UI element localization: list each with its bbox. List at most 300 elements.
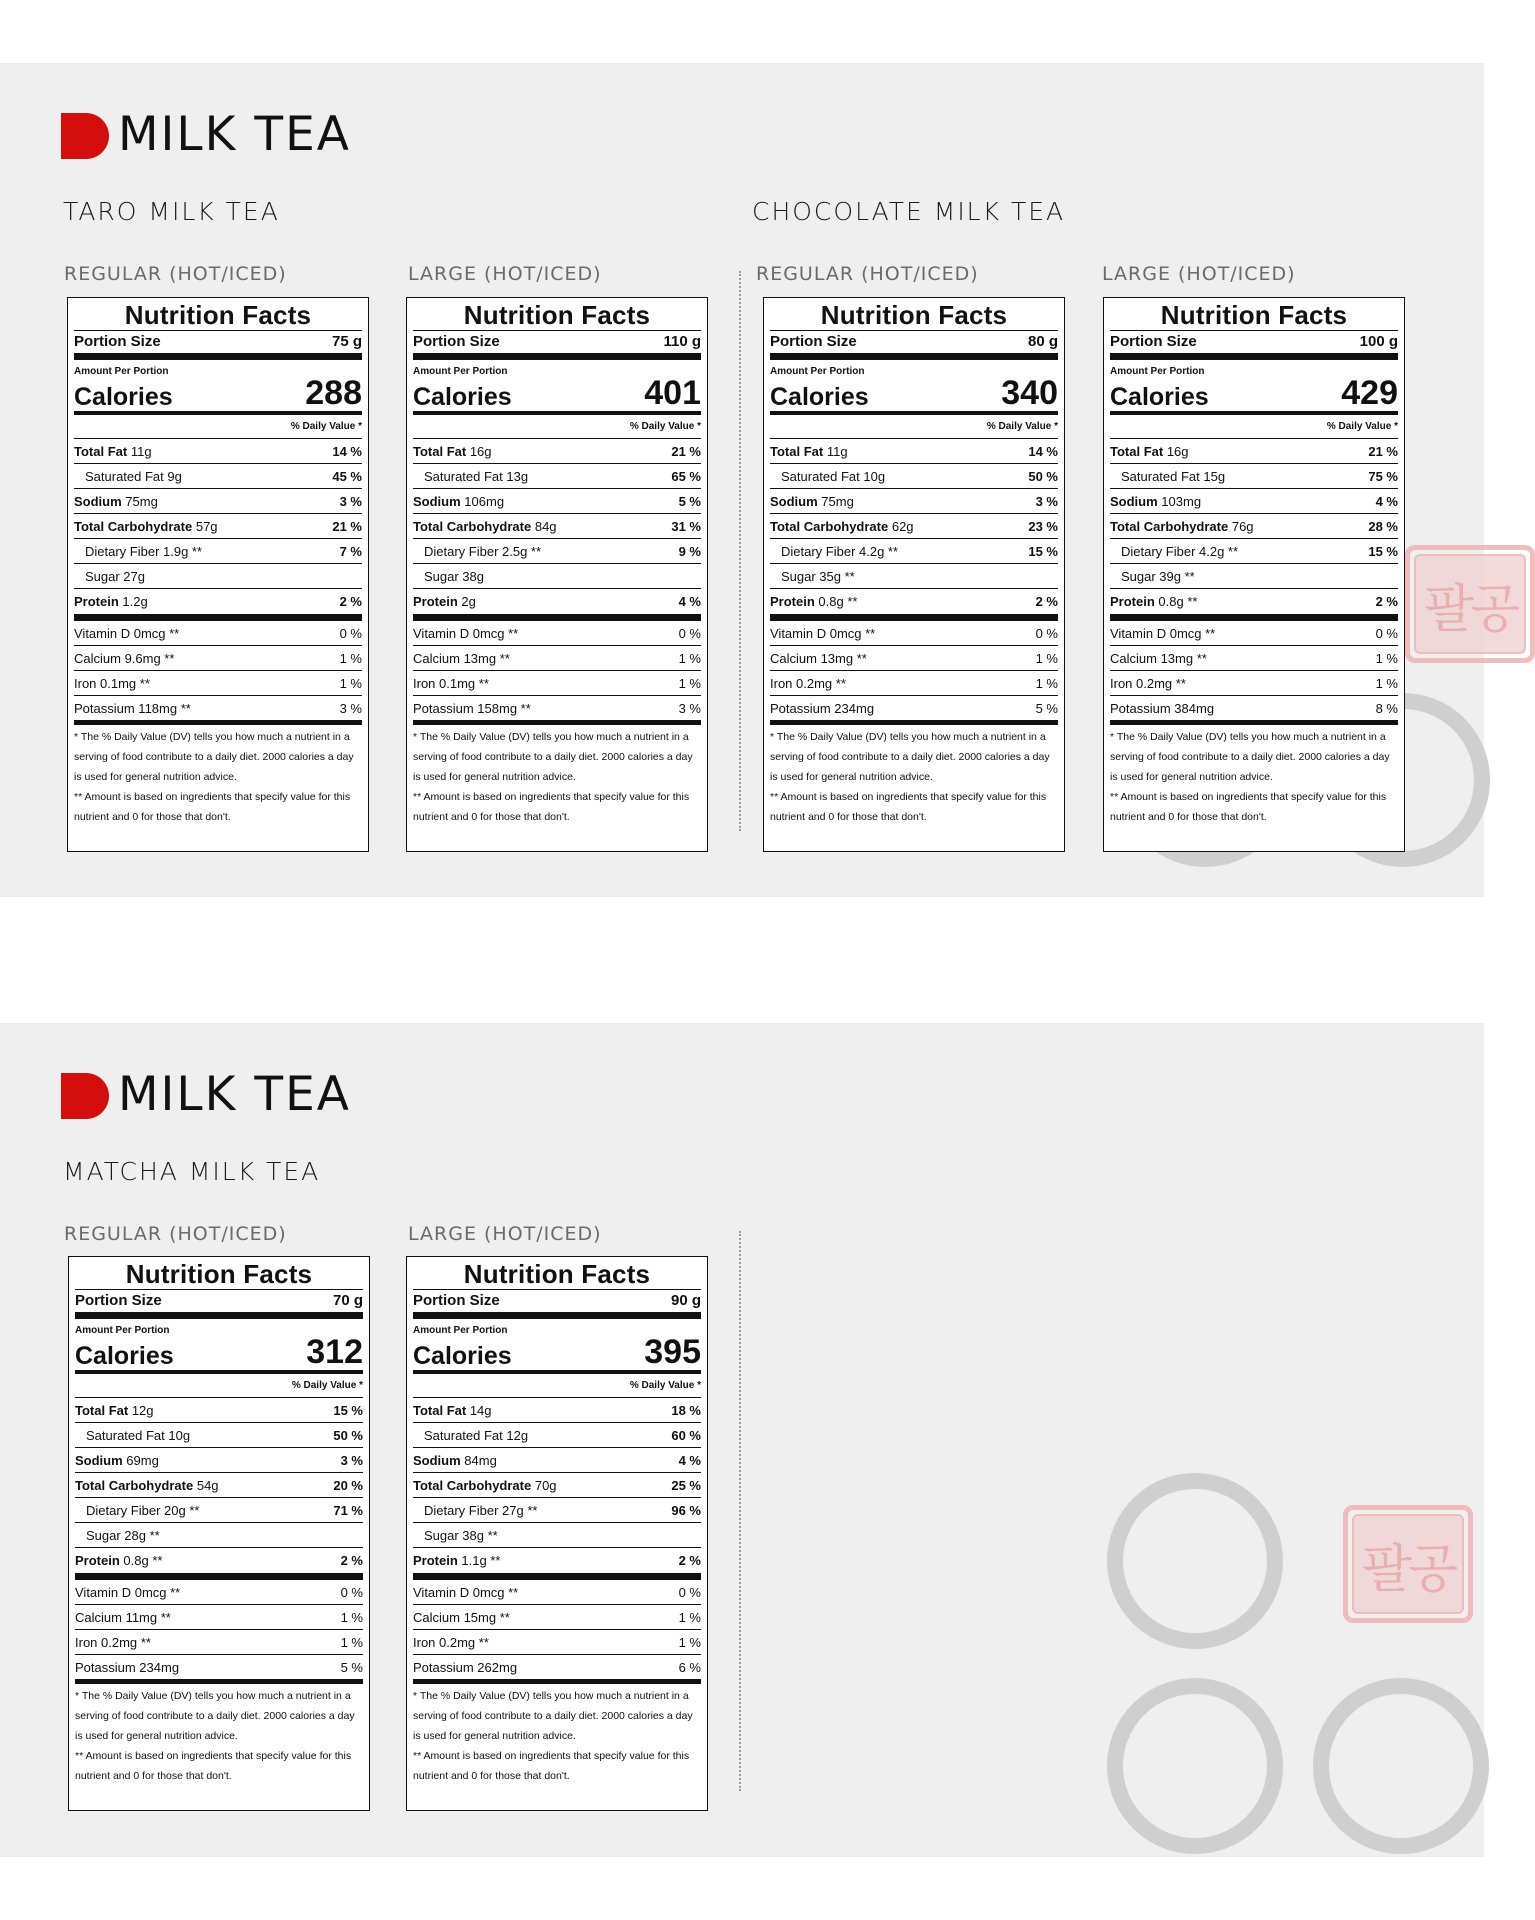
nutrient-name: Protein [1110, 594, 1155, 609]
nutrient-row [75, 1498, 363, 1523]
nutrient-daily-value: 4 % [678, 1452, 701, 1468]
size-label: REGULAR (HOT/ICED) [64, 1223, 287, 1245]
calories-row [413, 1333, 701, 1371]
nutrient-amount: 75mg [821, 493, 854, 509]
footnote-amount: ** Amount is based on ingredients that specify value for this nutrient and 0 for those that don't. [74, 791, 351, 823]
nutrient-daily-value: 25 % [671, 1477, 701, 1493]
nutrient-name-cell [1110, 544, 1238, 559]
nutrient-row [74, 589, 362, 614]
vitamin-name: Vitamin D 0mcg ** [75, 1584, 181, 1600]
rule [413, 614, 701, 621]
vitamin-daily-value: 1 % [1035, 675, 1058, 691]
nutrient-name: Total Fat [1110, 443, 1164, 459]
nutrient-name-cell [770, 519, 914, 534]
nutrient-name-cell [413, 1428, 528, 1443]
nutrient-name-cell [413, 1503, 537, 1518]
vitamin-name: Potassium 384mg [1110, 700, 1215, 716]
nutrient-daily-value: 31 % [671, 518, 701, 534]
nutrient-row [770, 564, 1058, 589]
calories-label: Calories [74, 383, 173, 411]
nutrient-daily-value: 3 % [340, 1452, 363, 1468]
nutrient-row [413, 1423, 701, 1448]
vitamin-row [1110, 646, 1398, 671]
rule [75, 1573, 363, 1580]
nutrient-name: Saturated Fat 9g [85, 468, 182, 484]
vitamin-row [74, 671, 362, 696]
nutrient-row [1110, 489, 1398, 514]
vitamin-row [413, 621, 701, 646]
nutrient-name-cell [74, 569, 145, 584]
vitamin-row [413, 696, 701, 721]
vitamin-name: Calcium 9.6mg ** [74, 650, 175, 666]
vitamin-row [1110, 671, 1398, 696]
portion-size-label: Portion Size [413, 333, 500, 350]
footnote-dv: * The % Daily Value (DV) tells you how much a nutrient in a serving of food contribute to a daily diet. 2000 calories a day is used for general nutrition advice. [413, 1690, 693, 1742]
nutrient-daily-value: 15 % [1368, 543, 1398, 559]
nutrient-daily-value: 23 % [1028, 518, 1058, 534]
nutrition-facts-label [1103, 297, 1405, 852]
vitamin-daily-value: 1 % [1035, 650, 1058, 666]
nutrient-name-cell [413, 1478, 557, 1493]
vitamin-name: Vitamin D 0mcg ** [770, 625, 876, 641]
portion-size-row [75, 1290, 363, 1312]
nutrient-name-cell [1110, 444, 1189, 459]
vitamin-daily-value: 1 % [1375, 675, 1398, 691]
rule [74, 614, 362, 621]
footnote [74, 725, 362, 827]
nutrient-row [1110, 539, 1398, 564]
footnote-dv: * The % Daily Value (DV) tells you how much a nutrient in a serving of food contribute to a daily diet. 2000 calories a day is used for general nutrition advice. [413, 731, 693, 783]
nutrient-name: Protein [413, 1553, 458, 1568]
brand-title: MILK TEA [118, 1067, 351, 1122]
nutrient-row [75, 1448, 363, 1473]
nutrient-daily-value: 2 % [339, 594, 362, 609]
nutrient-row [413, 514, 701, 539]
calories-value: 401 [644, 374, 701, 412]
nutrient-name: Dietary Fiber 2.5g ** [424, 543, 542, 559]
nutrient-amount: 1.2g [122, 594, 148, 609]
calories-value: 340 [1001, 374, 1058, 412]
nutrient-row [1110, 564, 1398, 589]
nutrient-row [413, 589, 701, 614]
vitamin-daily-value: 0 % [1375, 625, 1398, 641]
nutrient-name-cell [413, 519, 557, 534]
nutrient-row [413, 1498, 701, 1523]
vitamin-daily-value: 0 % [678, 625, 701, 641]
vitamin-row [1110, 621, 1398, 646]
portion-size-row [1110, 331, 1398, 353]
nutrient-amount: 57g [195, 518, 218, 534]
vitamin-row [75, 1630, 363, 1655]
vitamin-daily-value: 5 % [1035, 700, 1058, 716]
vitamin-name: Iron 0.1mg ** [413, 675, 489, 691]
nutrient-name: Total Carbohydrate [413, 1477, 532, 1493]
nutrient-daily-value: 21 % [671, 443, 701, 459]
rule [770, 614, 1058, 621]
vitamin-row [413, 1605, 701, 1630]
nutrient-name-cell [75, 1478, 219, 1493]
nutrient-name-cell [74, 469, 182, 484]
nutrient-name-cell [75, 1428, 190, 1443]
nutrient-name: Sodium [74, 493, 122, 509]
nutrient-row [770, 464, 1058, 489]
nutrient-daily-value: 9 % [678, 543, 701, 559]
nutrient-name-cell [413, 469, 528, 484]
nutrient-name: Sugar 38g ** [424, 1527, 498, 1543]
nutrient-row [74, 539, 362, 564]
nutrition-facts-title: Nutrition Facts [463, 300, 651, 330]
nutrient-name-cell [413, 1528, 498, 1543]
footnote-dv: * The % Daily Value (DV) tells you how much a nutrient in a serving of food contribute to a daily diet. 2000 calories a day is used for general nutrition advice. [74, 731, 354, 783]
nutrient-name: Dietary Fiber 20g ** [86, 1502, 200, 1518]
vitamin-daily-value: 1 % [339, 675, 362, 691]
size-label: REGULAR (HOT/ICED) [756, 263, 979, 285]
calories-row [1110, 374, 1398, 412]
calories-label: Calories [1110, 383, 1209, 411]
nutrient-row [1110, 514, 1398, 539]
nutrient-name-cell [770, 544, 898, 559]
nutrient-name-cell [770, 569, 855, 584]
nutrient-name: Total Carbohydrate [770, 518, 889, 534]
footnote [75, 1684, 363, 1786]
nutrient-daily-value: 14 % [1028, 443, 1058, 459]
nutrient-row [770, 539, 1058, 564]
vitamin-daily-value: 6 % [678, 1659, 701, 1675]
nutrient-name-cell [770, 494, 854, 509]
nutrient-name-cell [770, 469, 885, 484]
nutrient-name: Saturated Fat 13g [424, 468, 529, 484]
nutrient-amount: 70g [534, 1477, 557, 1493]
nutrient-daily-value: 3 % [339, 493, 362, 509]
vitamin-row [74, 696, 362, 721]
vitamin-name: Potassium 234mg [770, 700, 875, 716]
vitamin-name: Iron 0.2mg ** [1110, 675, 1186, 691]
brand-mark-icon [61, 1073, 109, 1119]
nutrient-name: Protein [74, 594, 119, 609]
nutrition-facts-title: Nutrition Facts [125, 1259, 313, 1289]
calories-label: Calories [770, 383, 869, 411]
daily-value-header: % Daily Value * [770, 415, 1058, 439]
nutrient-name: Sugar 39g ** [1121, 568, 1195, 584]
nutrient-name-cell [413, 1453, 497, 1468]
nutrient-amount: 11g [826, 443, 848, 459]
nutrition-facts-title: Nutrition Facts [124, 300, 312, 330]
nutrient-name: Sodium [413, 493, 461, 509]
seal-stamp-inner: 팔공 [1414, 554, 1526, 654]
nutrient-name: Sugar 38g [424, 568, 484, 584]
rule [413, 353, 701, 360]
nutrient-daily-value: 18 % [671, 1402, 701, 1418]
nutrient-daily-value: 71 % [333, 1502, 363, 1518]
nutrient-row [770, 439, 1058, 464]
vitamin-name: Calcium 13mg ** [413, 650, 510, 666]
vitamin-name: Iron 0.1mg ** [74, 675, 150, 691]
nutrient-row [1110, 439, 1398, 464]
nutrient-row [413, 1473, 701, 1498]
calories-value: 429 [1341, 374, 1398, 412]
nutrient-daily-value: 65 % [671, 468, 701, 484]
nutrient-name: Sodium [75, 1452, 123, 1468]
amount-per-portion-label: Amount Per Portion [770, 366, 865, 377]
vitamin-row [75, 1655, 363, 1680]
size-label: LARGE (HOT/ICED) [408, 263, 602, 285]
nutrient-amount: 14g [469, 1402, 492, 1418]
nutrition-facts-label [406, 297, 708, 852]
nutrient-name: Protein [413, 594, 458, 609]
nutrient-daily-value: 2 % [1035, 594, 1058, 609]
nutrient-daily-value: 15 % [1028, 543, 1058, 559]
nutrient-name: Sugar 35g ** [781, 568, 855, 584]
nutrient-daily-value: 45 % [332, 468, 362, 484]
nutrient-name: Saturated Fat 15g [1121, 468, 1226, 484]
rule [770, 353, 1058, 360]
nutrient-name: Dietary Fiber 27g ** [424, 1502, 538, 1518]
nutrient-row [413, 539, 701, 564]
nutrient-row [75, 1548, 363, 1573]
daily-value-header: % Daily Value * [413, 1374, 701, 1398]
vitamin-name: Calcium 13mg ** [1110, 650, 1207, 666]
nutrient-row [413, 1523, 701, 1548]
product-title: CHOCOLATE MILK TEA [752, 197, 1066, 226]
vitamin-name: Vitamin D 0mcg ** [1110, 625, 1216, 641]
portion-size-value: 100 g [1359, 333, 1398, 350]
nutrient-name: Total Carbohydrate [1110, 518, 1229, 534]
nutrient-name-cell [74, 444, 152, 459]
nutrient-amount: 0.8g ** [818, 594, 858, 609]
portion-size-value: 75 g [331, 333, 362, 350]
nutrient-name-cell [1110, 494, 1201, 509]
seal-stamp-inner: 팔공 [1352, 1514, 1464, 1614]
vitamin-daily-value: 0 % [339, 625, 362, 641]
nutrient-daily-value: 28 % [1368, 518, 1398, 534]
footnote [413, 1684, 701, 1786]
menu-panel-1 [0, 63, 1517, 897]
nutrient-name: Sodium [770, 493, 818, 509]
nutrient-amount: 84g [534, 518, 557, 534]
nutrient-row [1110, 589, 1398, 614]
vitamin-daily-value: 1 % [340, 1634, 363, 1650]
footnote-dv: * The % Daily Value (DV) tells you how much a nutrient in a serving of food contribute to a daily diet. 2000 calories a day is used for general nutrition advice. [75, 1690, 355, 1742]
nutrient-daily-value: 7 % [339, 543, 362, 559]
calories-value: 312 [306, 1333, 363, 1371]
nutrient-name-cell [75, 1453, 159, 1468]
calories-row [770, 374, 1058, 412]
nutrient-daily-value: 3 % [1035, 493, 1058, 509]
nutrient-name-cell [413, 494, 504, 509]
nutrient-row [413, 1398, 701, 1423]
nutrient-daily-value: 2 % [678, 1553, 701, 1568]
vitamin-daily-value: 3 % [339, 700, 362, 716]
nutrient-daily-value: 4 % [1375, 493, 1398, 509]
section-divider [739, 271, 741, 831]
vitamin-daily-value: 5 % [340, 1659, 363, 1675]
nutrient-row [413, 489, 701, 514]
nutrient-daily-value: 15 % [333, 1402, 363, 1418]
nutrient-daily-value: 50 % [1028, 468, 1058, 484]
nutrient-name: Total Fat [74, 443, 128, 459]
nutrient-name-cell [413, 544, 541, 559]
nutrient-row [75, 1398, 363, 1423]
nutrient-row [74, 464, 362, 489]
nutrient-name-cell [770, 444, 848, 459]
nutrient-row [75, 1523, 363, 1548]
nutrient-name: Protein [770, 594, 815, 609]
product-title: TARO MILK TEA [63, 197, 280, 226]
vitamin-row [74, 621, 362, 646]
nutrient-name-cell [1110, 569, 1195, 584]
nutrient-name-cell [74, 494, 158, 509]
vitamin-name: Vitamin D 0mcg ** [413, 1584, 519, 1600]
nutrient-name-cell [413, 1553, 500, 1568]
footnote [770, 725, 1058, 827]
amount-per-portion-label: Amount Per Portion [413, 366, 508, 377]
brand-mark-icon [61, 113, 109, 159]
nutrient-amount: 11g [130, 443, 152, 459]
nutrient-daily-value: 60 % [671, 1427, 701, 1443]
calories-label: Calories [75, 1342, 174, 1370]
vitamin-daily-value: 1 % [678, 675, 701, 691]
nutrient-row [74, 564, 362, 589]
nutrient-name-cell [770, 594, 857, 609]
calories-row [75, 1333, 363, 1371]
footnote-amount: ** Amount is based on ingredients that specify value for this nutrient and 0 for those that don't. [413, 1750, 690, 1782]
vitamin-daily-value: 8 % [1375, 700, 1398, 716]
calories-label: Calories [413, 1342, 512, 1370]
nutrient-amount: 16g [1166, 443, 1189, 459]
nutrient-daily-value: 21 % [332, 518, 362, 534]
nutrient-name-cell [413, 569, 484, 584]
daily-value-header: % Daily Value * [74, 415, 362, 439]
nutrient-daily-value: 4 % [678, 594, 701, 609]
nutrient-row [413, 1448, 701, 1473]
portion-size-row [770, 331, 1058, 353]
nutrient-daily-value: 2 % [340, 1553, 363, 1568]
vitamin-row [770, 646, 1058, 671]
nutrient-name: Sodium [413, 1452, 461, 1468]
nutrition-facts-label [68, 1256, 370, 1811]
nutrient-row [75, 1423, 363, 1448]
nutrient-row [1110, 464, 1398, 489]
section-divider [739, 1231, 741, 1791]
nutrient-amount: 54g [196, 1477, 219, 1493]
nutrient-name-cell [413, 444, 492, 459]
nutrient-name-cell [413, 594, 476, 609]
nutrition-facts-title: Nutrition Facts [820, 300, 1008, 330]
nutrient-amount: 12g [131, 1402, 154, 1418]
vitamin-name: Vitamin D 0mcg ** [413, 625, 519, 641]
vitamin-daily-value: 1 % [340, 1609, 363, 1625]
vitamin-daily-value: 1 % [1375, 650, 1398, 666]
nutrient-amount: 75mg [125, 493, 158, 509]
footnote-dv: * The % Daily Value (DV) tells you how much a nutrient in a serving of food contribute to a daily diet. 2000 calories a day is used for general nutrition advice. [1110, 731, 1390, 783]
nutrient-name-cell [413, 1403, 492, 1418]
nutrient-row [75, 1473, 363, 1498]
nutrient-daily-value: 20 % [333, 1477, 363, 1493]
portion-size-row [74, 331, 362, 353]
seal-stamp-logo [1405, 545, 1535, 663]
nutrient-name: Total Carbohydrate [74, 518, 193, 534]
vitamin-daily-value: 0 % [340, 1584, 363, 1600]
nutrient-row [74, 514, 362, 539]
nutrient-name-cell [75, 1503, 199, 1518]
rule [413, 1312, 701, 1319]
decor-ring [1313, 1678, 1489, 1854]
vitamin-daily-value: 0 % [678, 1584, 701, 1600]
amount-per-portion-label: Amount Per Portion [1110, 366, 1205, 377]
vitamin-daily-value: 1 % [339, 650, 362, 666]
nutrient-daily-value: 96 % [671, 1502, 701, 1518]
nutrient-name: Sugar 27g [85, 568, 145, 584]
portion-size-row [413, 1290, 701, 1312]
vitamin-row [770, 671, 1058, 696]
footnote-amount: ** Amount is based on ingredients that specify value for this nutrient and 0 for those that don't. [770, 791, 1047, 823]
nutrient-name: Total Fat [413, 1402, 467, 1418]
calories-value: 395 [644, 1333, 701, 1371]
calories-label: Calories [413, 383, 512, 411]
nutrient-name: Total Fat [770, 443, 824, 459]
vitamin-row [770, 621, 1058, 646]
vitamin-row [770, 696, 1058, 721]
nutrient-row [74, 489, 362, 514]
nutrient-name-cell [75, 1528, 160, 1543]
portion-size-label: Portion Size [1110, 333, 1197, 350]
footnote-dv: * The % Daily Value (DV) tells you how much a nutrient in a serving of food contribute to a daily diet. 2000 calories a day is used for general nutrition advice. [770, 731, 1050, 783]
rule [1110, 353, 1398, 360]
nutrient-row [413, 464, 701, 489]
vitamin-daily-value: 3 % [678, 700, 701, 716]
nutrient-name-cell [75, 1553, 162, 1568]
daily-value-header: % Daily Value * [1110, 415, 1398, 439]
size-label: LARGE (HOT/ICED) [1102, 263, 1296, 285]
rule [74, 353, 362, 360]
footnote-amount: ** Amount is based on ingredients that specify value for this nutrient and 0 for those that don't. [1110, 791, 1387, 823]
nutrient-name: Saturated Fat 12g [424, 1427, 529, 1443]
nutrition-facts-label [763, 297, 1065, 852]
portion-size-label: Portion Size [770, 333, 857, 350]
nutrient-row [770, 514, 1058, 539]
nutrient-name-cell [74, 519, 218, 534]
nutrient-amount: 0.8g ** [1158, 594, 1198, 609]
nutrition-facts-label [67, 297, 369, 852]
size-label: REGULAR (HOT/ICED) [64, 263, 287, 285]
nutrient-name: Sugar 28g ** [86, 1527, 160, 1543]
menu-panel-2 [0, 1023, 1484, 1857]
nutrient-amount: 103mg [1161, 493, 1202, 509]
nutrient-amount: 16g [469, 443, 492, 459]
amount-per-portion-label: Amount Per Portion [75, 1325, 170, 1336]
vitamin-name: Calcium 13mg ** [770, 650, 867, 666]
vitamin-row [1110, 696, 1398, 721]
nutrient-name: Dietary Fiber 4.2g ** [781, 543, 899, 559]
nutrient-name-cell [1110, 469, 1225, 484]
portion-size-value: 70 g [332, 1292, 363, 1309]
nutrient-name: Saturated Fat 10g [86, 1427, 191, 1443]
nutrient-amount: 62g [891, 518, 914, 534]
nutrient-amount: 76g [1231, 518, 1254, 534]
vitamin-daily-value: 1 % [678, 1609, 701, 1625]
nutrient-name: Dietary Fiber 4.2g ** [1121, 543, 1239, 559]
portion-size-value: 80 g [1027, 333, 1058, 350]
vitamin-name: Calcium 15mg ** [413, 1609, 510, 1625]
calories-value: 288 [305, 374, 362, 412]
nutrient-row [413, 1548, 701, 1573]
nutrient-row [74, 439, 362, 464]
nutrient-daily-value: 21 % [1368, 443, 1398, 459]
decor-ring [1107, 1473, 1283, 1649]
amount-per-portion-label: Amount Per Portion [413, 1325, 508, 1336]
calories-row [413, 374, 701, 412]
vitamin-name: Iron 0.2mg ** [75, 1634, 151, 1650]
